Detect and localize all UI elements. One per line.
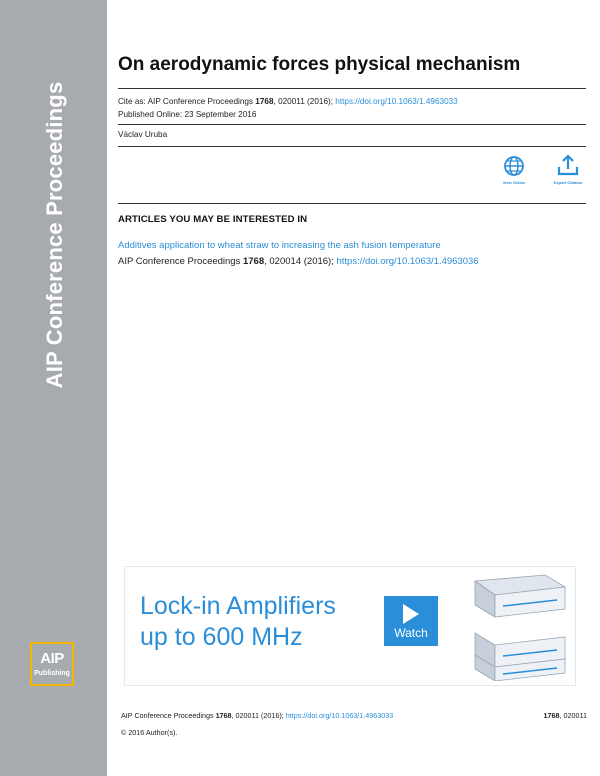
author-name[interactable]: Václav Uruba: [118, 130, 168, 139]
related-article-title[interactable]: Additives application to wheat straw to increasing the ash fusion temperature: [118, 240, 441, 251]
sidebar: [0, 0, 107, 776]
footer-right-volume: 1768: [543, 711, 560, 720]
amplifier-device-image: [465, 573, 569, 681]
related-articles-heading: ARTICLES YOU MAY BE INTERESTED IN: [118, 214, 308, 225]
footer-article-number: [544, 711, 587, 720]
footer-rest: , 020011 (2016);: [231, 711, 286, 720]
meta-divider: [118, 124, 586, 125]
author-divider: [118, 146, 586, 147]
related-article-source: [118, 256, 479, 267]
actions-divider: [118, 203, 586, 204]
cite-rest: , 020011 (2016);: [273, 97, 336, 106]
title-divider: [118, 88, 586, 89]
related-doi-link[interactable]: https://doi.org/10.1063/1.4963036: [336, 256, 479, 267]
globe-icon: [503, 155, 525, 177]
ad-line-1: Lock-in Amplifiers: [140, 592, 336, 620]
play-icon: [403, 604, 419, 624]
logo-sub-text: Publishing: [34, 670, 70, 677]
advertisement-banner[interactable]: [124, 566, 576, 686]
ad-line-2: up to 600 MHz: [140, 623, 303, 651]
aip-publishing-logo[interactable]: [30, 642, 74, 686]
cite-doi-link[interactable]: https://doi.org/10.1063/1.4963033: [335, 97, 458, 106]
article-title: On aerodynamic forces physical mechanism: [118, 54, 521, 75]
ad-watch-label: Watch: [394, 626, 428, 640]
ad-headline: [140, 591, 336, 653]
export-icon: [556, 153, 580, 177]
footer-prefix: AIP Conference Proceedings: [121, 711, 216, 720]
cite-prefix: Cite as: AIP Conference Proceedings: [118, 97, 256, 106]
footer-volume: 1768: [215, 711, 232, 720]
journal-name-vertical: AIP Conference Proceedings: [42, 81, 67, 389]
related-source-volume: 1768: [242, 256, 265, 267]
view-online-button[interactable]: [494, 155, 534, 185]
export-citation-label: Export Citation: [553, 180, 583, 185]
related-source-prefix: AIP Conference Proceedings: [118, 256, 243, 267]
footer-copyright: © 2016 Author(s).: [121, 728, 178, 737]
cite-volume: 1768: [255, 97, 274, 106]
published-date: Published Online: 23 September 2016: [118, 110, 257, 119]
view-online-label: View Online: [502, 180, 526, 185]
logo-main-text: AIP: [40, 650, 64, 667]
footer-citation: [121, 711, 393, 720]
footer-right-article: , 020011: [559, 711, 587, 720]
citation-line: [118, 97, 458, 106]
related-source-rest: , 020014 (2016);: [264, 256, 337, 267]
footer-doi-link[interactable]: https://doi.org/10.1063/1.4963033: [285, 711, 394, 720]
ad-watch-button[interactable]: [384, 596, 438, 646]
export-citation-button[interactable]: [548, 153, 588, 185]
